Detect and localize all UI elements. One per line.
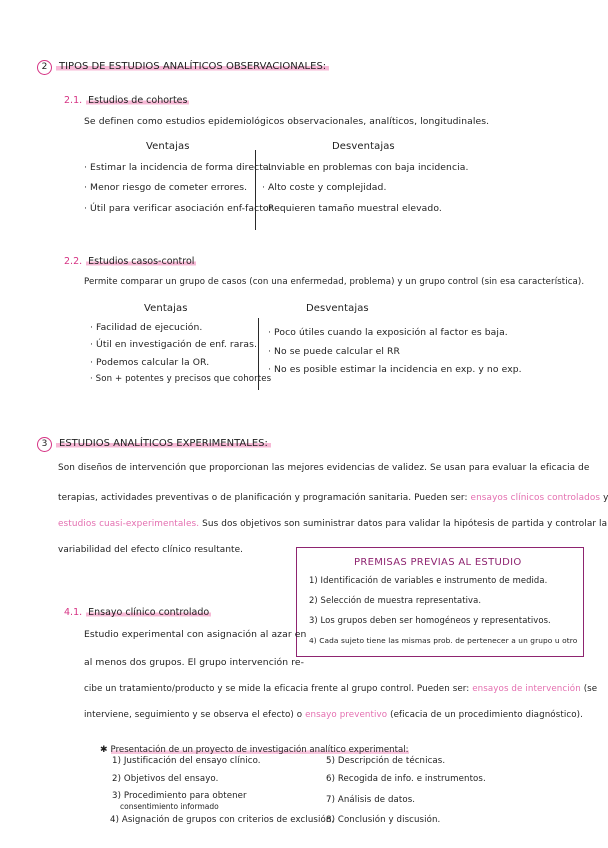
- cohortes-disadvantage-item: · Alto coste y complejidad.: [262, 182, 387, 193]
- subsection-2-2-heading: [64, 249, 196, 268]
- section3-paragraph-line4: variabilidad del efecto clínico resultante.: [58, 545, 244, 555]
- proyecto-item: 5) Descripción de técnicas.: [326, 756, 446, 766]
- subsection-4-1-number: 4.1.: [64, 607, 83, 618]
- casos-disadvantage-item: · Poco útiles cuando la exposición al factor es baja.: [268, 327, 508, 338]
- cohortes-ventajas-header: Ventajas: [146, 141, 190, 152]
- section2-title: TIPOS DE ESTUDIOS ANALÍTICOS OBSERVACIONALES:: [56, 61, 329, 72]
- subsection-4-1-title: Ensayo clínico controlado: [88, 607, 210, 618]
- cohortes-disadvantage-item: · Inviable en problemas con baja incidencia.: [262, 162, 469, 173]
- casos-ventajas-header: Ventajas: [144, 303, 188, 314]
- ensayos-intervencion-text: ensayos de intervención: [472, 684, 581, 694]
- casos-disadvantage-item: · No es posible estimar la incidencia en exp. y no exp.: [268, 364, 522, 375]
- cohortes-advantage-item: · Menor riesgo de cometer errores.: [84, 182, 248, 193]
- premisa-item: 2) Selección de muestra representativa.: [309, 595, 482, 605]
- proyecto-item-subtext: consentimiento informado: [120, 802, 219, 811]
- section3-paragraph-line2: terapias, actividades preventivas o de planificación y programación sanitaria. Pueden ser: ensayos clínicos controlados y: [58, 493, 608, 503]
- subsection-2-1-title: Estudios de cohortes: [88, 95, 188, 106]
- ensayo-line3: cibe un tratamiento/producto y se mide la eficacia frente al grupo control. Pueden ser: ensayos de intervención (se: [84, 684, 598, 694]
- ensayos-clinicos-link-text: ensayos clínicos controlados: [470, 493, 601, 503]
- proyecto-item: 8) Conclusión y discusión.: [326, 815, 441, 825]
- cohortes-disadvantage-item: · Requieren tamaño muestral elevado.: [262, 203, 442, 214]
- subsection-4-1-heading: [64, 600, 211, 619]
- ensayo-line1: Estudio experimental con asignación al azar en: [84, 629, 307, 640]
- section2-heading: [37, 54, 329, 75]
- casos-advantage-item: · Son + potentes y precisos que cohortes: [90, 374, 272, 384]
- cohortes-definition: Se definen como estudios epidemiológicos observacionales, analíticos, longitudinales.: [84, 116, 490, 127]
- casos-advantage-item: · Podemos calcular la OR.: [90, 357, 210, 368]
- section3-paragraph-line3: estudios cuasi-experimentales. Sus dos objetivos son suministrar datos para validar la hipótesis de partida y controlar la: [58, 519, 608, 529]
- casos-control-definition: Permite comparar un grupo de casos (con una enfermedad, problema) y un grupo control (sin esa característica).: [84, 277, 585, 287]
- subsection-2-1-heading: [64, 88, 189, 107]
- premisa-item: 4) Cada sujeto tiene las mismas prob. de pertenecer a un grupo u otro: [309, 636, 578, 645]
- proyecto-item: 7) Análisis de datos.: [326, 795, 416, 805]
- section2-number: 2: [37, 60, 52, 75]
- ensayo-line4: interviene, seguimiento y se observa el efecto) o ensayo preventivo (eficacia de un procedimiento diagnóstico).: [84, 710, 584, 720]
- premisa-item: 1) Identificación de variables e instrumento de medida.: [309, 575, 548, 585]
- ensayo-preventivo-text: ensayo preventivo: [305, 710, 388, 720]
- casos-advantage-item: · Útil en investigación de enf. raras.: [90, 339, 258, 350]
- subsection-2-1-number: 2.1.: [64, 95, 83, 106]
- section3-number: 3: [37, 437, 52, 452]
- asterisk-icon: ✱: [100, 745, 108, 755]
- premisa-item: 3) Los grupos deben ser homogéneos y representativos.: [309, 615, 551, 625]
- casos-advantage-item: · Facilidad de ejecución.: [90, 322, 203, 333]
- subsection-2-2-number: 2.2.: [64, 256, 83, 267]
- casos-desventajas-header: Desventajas: [306, 303, 369, 314]
- subsection-2-2-title: Estudios casos-control: [88, 256, 195, 267]
- proyecto-item: 2) Objetivos del ensayo.: [112, 774, 219, 784]
- section3-paragraph-line1: Son diseños de intervención que proporcionan las mejores evidencias de validez. Se usan para evaluar la eficacia de: [58, 463, 590, 473]
- ensayo-line2: al menos dos grupos. El grupo intervención re-: [84, 657, 305, 668]
- proyecto-item: 6) Recogida de info. e instrumentos.: [326, 774, 486, 784]
- proyecto-item: 4) Asignación de grupos con criterios de exclusión.: [110, 815, 335, 825]
- cohortes-advantage-item: · Útil para verificar asociación enf-factor.: [84, 203, 275, 214]
- cohortes-desventajas-header: Desventajas: [332, 141, 395, 152]
- proyecto-title: Presentación de un proyecto de investigación analítico experimental:: [110, 745, 409, 755]
- cuasi-experimentales-text: estudios cuasi-experimentales.: [58, 519, 200, 529]
- cohortes-advantage-item: · Estimar la incidencia de forma directa.: [84, 162, 272, 173]
- proyecto-item: 1) Justificación del ensayo clínico.: [112, 756, 261, 766]
- section3-title: ESTUDIOS ANALÍTICOS EXPERIMENTALES:: [56, 438, 271, 449]
- proyecto-heading: [100, 737, 409, 756]
- proyecto-item: 3) Procedimiento para obtener: [112, 791, 247, 801]
- premisas-title: PREMISAS PREVIAS AL ESTUDIO: [354, 557, 522, 568]
- casos-disadvantage-item: · No se puede calcular el RR: [268, 346, 401, 357]
- section3-heading: [37, 431, 271, 452]
